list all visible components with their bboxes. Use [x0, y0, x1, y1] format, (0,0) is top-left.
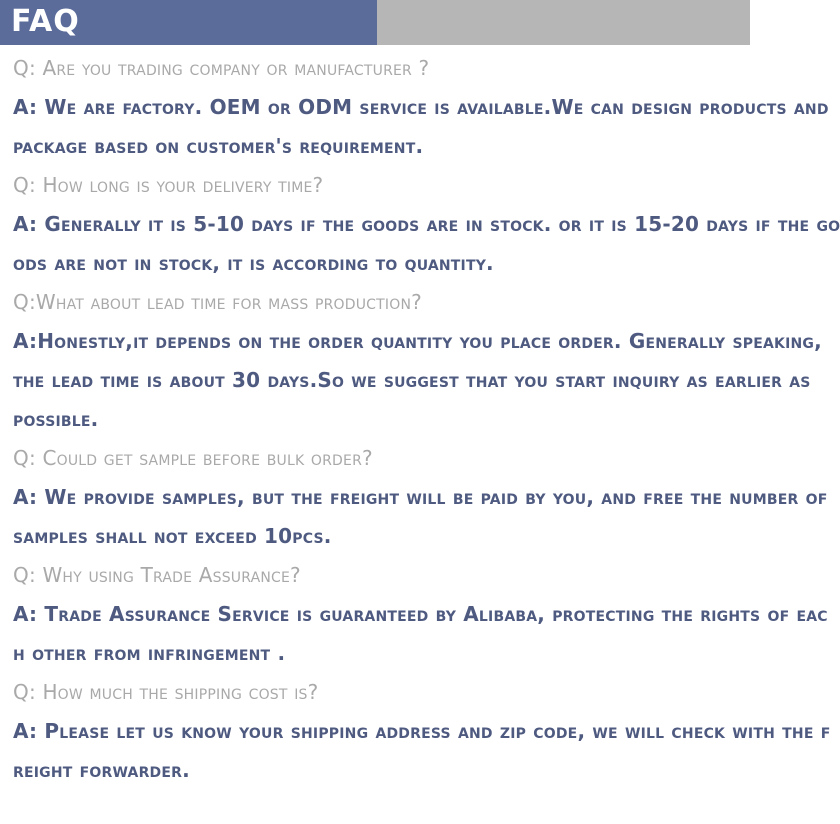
answer-line: A: Generally it is 5-10 days if the goods are in stock. or it is 15-20 days if the go	[13, 212, 840, 236]
answer-line: A: We are factory. OEM or ODM service is available.We can design products and	[13, 95, 829, 119]
page-title: FAQ	[11, 4, 80, 39]
faq-answer	[13, 205, 840, 283]
faq-header	[0, 0, 750, 45]
answer-line: samples shall not exceed 10pcs.	[13, 524, 332, 548]
faq-question	[13, 166, 743, 205]
faq-question	[13, 556, 743, 595]
faq-question	[13, 439, 743, 478]
answer-line: A: We provide samples, but the freight will be paid by you, and free the number of	[13, 485, 828, 509]
answer-line: the lead time is about 30 days.So we suggest that you start inquiry as earlier as	[13, 368, 811, 392]
answer-line: possible.	[13, 407, 99, 431]
faq-answer	[13, 88, 829, 166]
question-text: Q: Are you trading company or manufacturer ?	[13, 56, 430, 80]
faq-list	[13, 49, 840, 790]
question-text: Q: Why using Trade Assurance?	[13, 563, 301, 587]
question-text: Q: Could get sample before bulk order?	[13, 446, 373, 470]
faq-question	[13, 49, 743, 88]
answer-line: A:Honestly,it depends on the order quantity you place order. Generally speaking,	[13, 329, 822, 353]
faq-answer	[13, 478, 828, 556]
answer-line: ods are not in stock, it is according to quantity.	[13, 251, 494, 275]
answer-line: reight forwarder.	[13, 758, 190, 782]
faq-answer	[13, 712, 831, 790]
faq-answer	[13, 595, 828, 673]
question-text: Q: How much the shipping cost is?	[13, 680, 319, 704]
header-gray-band	[377, 0, 750, 45]
answer-line: package based on customer's requirement.	[13, 134, 424, 158]
faq-question	[13, 283, 743, 322]
answer-line: A: Please let us know your shipping address and zip code, we will check with the f	[13, 719, 831, 743]
question-text: Q:What about lead time for mass production?	[13, 290, 422, 314]
question-text: Q: How long is your delivery time?	[13, 173, 324, 197]
answer-line: A: Trade Assurance Service is guaranteed by Alibaba, protecting the rights of eac	[13, 602, 828, 626]
answer-line: h other from infringement .	[13, 641, 286, 665]
faq-answer	[13, 322, 822, 439]
faq-question	[13, 673, 743, 712]
